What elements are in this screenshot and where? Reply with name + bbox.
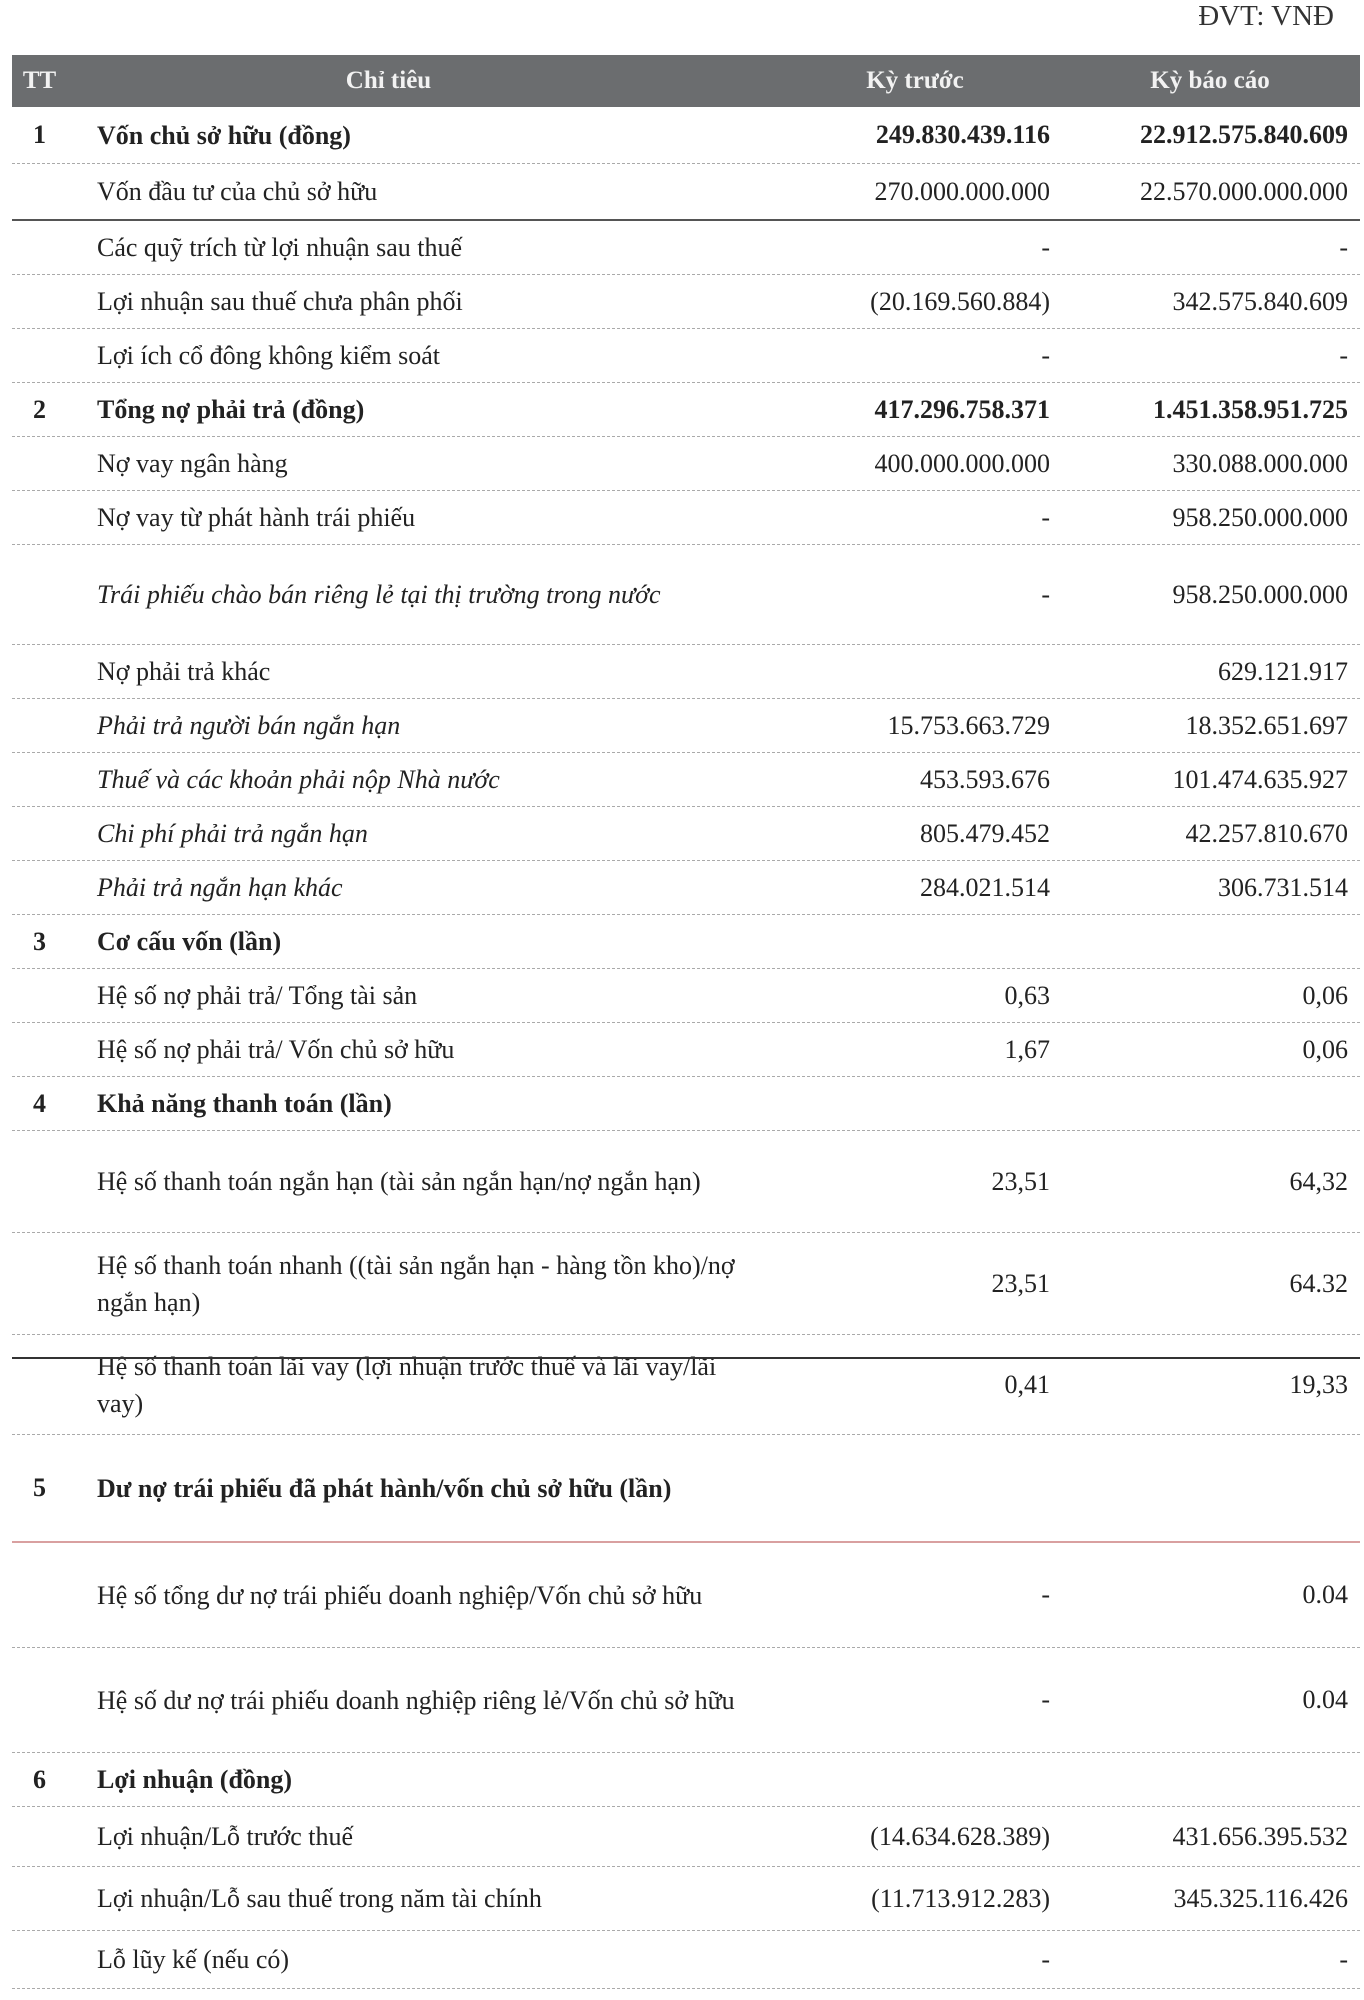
- row-label: Khả năng thanh toán (lần): [97, 1089, 392, 1118]
- row-curr: 431.656.395.532: [1172, 1821, 1348, 1851]
- table-row: [12, 1543, 1360, 1648]
- row-label: Dư nợ trái phiếu đã phát hành/vốn chủ sở hữu (lần): [97, 1473, 672, 1503]
- row-tt: 6: [33, 1764, 46, 1794]
- table-row: [12, 1435, 1360, 1543]
- row-prev: 400.000.000.000: [874, 448, 1050, 478]
- row-label: Trái phiếu chào bán riêng lẻ tại thị trường trong nước: [97, 580, 661, 609]
- row-label: Hệ số thanh toán ngắn hạn (tài sản ngắn hạn/nợ ngắn hạn): [97, 1167, 701, 1196]
- row-label: Lợi nhuận sau thuế chưa phân phối: [97, 287, 463, 316]
- header-tt: TT: [22, 67, 57, 94]
- table-row: [12, 275, 1360, 329]
- row-prev: (20.169.560.884): [870, 286, 1050, 316]
- row-curr: 42.257.810.670: [1185, 818, 1348, 848]
- table-row: [12, 1077, 1360, 1131]
- row-label: Lợi nhuận/Lỗ trước thuế: [97, 1822, 354, 1851]
- row-tt: 2: [33, 394, 46, 424]
- row-curr: 0,06: [1302, 980, 1348, 1010]
- table-row: [12, 645, 1360, 699]
- row-prev: 249.830.439.116: [875, 120, 1050, 149]
- row-prev: 284.021.514: [920, 872, 1050, 902]
- row-label: Các quỹ trích từ lợi nhuận sau thuế: [97, 233, 463, 262]
- row-prev: 23,51: [991, 1268, 1050, 1298]
- row-label: Hệ số dư nợ trái phiếu doanh nghiệp riêng lẻ/Vốn chủ sở hữu: [97, 1685, 735, 1715]
- row-label: Nợ phải trả khác: [97, 657, 271, 686]
- row-curr: -: [1339, 340, 1348, 370]
- table-row: [12, 1931, 1360, 1989]
- unit-label: ĐVT: VNĐ: [1198, 0, 1334, 32]
- row-prev: -: [1041, 502, 1050, 532]
- row-prev: 1,67: [1004, 1034, 1050, 1064]
- row-curr: 0.04: [1302, 1685, 1348, 1714]
- row-label: Hệ số nợ phải trả/ Tổng tài sản: [97, 981, 418, 1010]
- row-prev: -: [1041, 1944, 1050, 1974]
- row-label: Lợi nhuận/Lỗ sau thuế trong năm tài chính: [97, 1884, 542, 1913]
- row-label: Tổng nợ phải trả (đồng): [97, 395, 365, 424]
- table-header: [12, 55, 1360, 107]
- table-row: [12, 1867, 1360, 1931]
- financial-table: [12, 55, 1360, 1989]
- row-curr: 22.912.575.840.609: [1140, 120, 1348, 149]
- header-ky-bao-cao: Kỳ báo cáo: [1150, 67, 1270, 94]
- row-curr: -: [1339, 1944, 1348, 1974]
- table-row: [12, 221, 1360, 275]
- row-prev: -: [1041, 340, 1050, 370]
- table-row: [12, 437, 1360, 491]
- row-prev: 0,63: [1004, 980, 1050, 1010]
- header-chi-tieu: Chỉ tiêu: [345, 67, 432, 94]
- header-ky-truoc: Kỳ trước: [866, 67, 964, 94]
- row-label: Vốn đầu tư của chủ sở hữu: [97, 177, 378, 206]
- row-prev: -: [1041, 1580, 1050, 1609]
- row-curr: 958.250.000.000: [1172, 502, 1348, 532]
- table-row: [12, 699, 1360, 753]
- row-curr: 342.575.840.609: [1172, 286, 1348, 316]
- row-prev: -: [1041, 232, 1050, 262]
- table-row: [12, 1807, 1360, 1867]
- row-prev: 417.296.758.371: [874, 394, 1050, 424]
- row-curr: 0,06: [1302, 1034, 1348, 1064]
- table-row: [12, 491, 1360, 545]
- table-row-struck: [12, 1335, 1360, 1435]
- row-label: Lỗ lũy kế (nếu có): [97, 1945, 290, 1974]
- table-row: [12, 1233, 1360, 1335]
- row-prev: 805.479.452: [920, 818, 1050, 848]
- row-prev: 270.000.000.000: [874, 176, 1050, 206]
- row-label: Lợi ích cổ đông không kiểm soát: [97, 341, 441, 370]
- row-curr: 22.570.000.000.000: [1140, 176, 1348, 206]
- row-curr: 64,32: [1289, 1166, 1348, 1196]
- row-curr: 64.32: [1289, 1268, 1348, 1298]
- row-curr: 0.04: [1302, 1580, 1348, 1609]
- row-prev: -: [1041, 579, 1050, 609]
- row-label: Hệ số thanh toán nhanh ((tài sản ngắn hạn - hàng tồn kho)/nợ ngắn hạn): [97, 1250, 735, 1317]
- row-curr: 306.731.514: [1218, 872, 1348, 902]
- table-row: [12, 1023, 1360, 1077]
- row-prev: (11.713.912.283): [871, 1883, 1050, 1913]
- row-label: Nợ vay từ phát hành trái phiếu: [97, 503, 416, 532]
- table-row: [12, 915, 1360, 969]
- table-row: [12, 753, 1360, 807]
- row-curr: -: [1339, 232, 1348, 262]
- table-row: [12, 1753, 1360, 1807]
- row-curr: 958.250.000.000: [1172, 579, 1348, 609]
- row-tt: 4: [33, 1088, 46, 1118]
- row-label: Thuế và các khoản phải nộp Nhà nước: [97, 765, 500, 794]
- row-label: Chi phí phải trả ngắn hạn: [97, 819, 368, 848]
- row-prev: -: [1041, 1685, 1050, 1714]
- row-tt: 3: [33, 926, 46, 956]
- row-prev: 23,51: [991, 1166, 1050, 1196]
- row-label: Lợi nhuận (đồng): [97, 1765, 293, 1794]
- row-label: Hệ số thanh toán lãi vay (lợi nhuận trước thuế và lãi vay/lãi vay): [97, 1351, 717, 1418]
- row-prev: 15.753.663.729: [887, 710, 1050, 740]
- row-curr: 1.451.358.951.725: [1153, 394, 1348, 424]
- row-label: Phải trả ngắn hạn khác: [97, 873, 343, 902]
- row-tt: 1: [33, 120, 46, 149]
- row-label: Vốn chủ sở hữu (đồng): [97, 120, 351, 150]
- row-curr: 19,33: [1289, 1369, 1348, 1399]
- row-curr: 345.325.116.426: [1173, 1883, 1348, 1913]
- row-prev: 0,41: [1004, 1369, 1050, 1399]
- row-curr: 101.474.635.927: [1172, 764, 1348, 794]
- row-label: Cơ cấu vốn (lần): [97, 927, 282, 956]
- table-row: [12, 164, 1360, 221]
- table-row: [12, 969, 1360, 1023]
- row-label: Phải trả người bán ngắn hạn: [97, 711, 401, 740]
- row-curr: 18.352.651.697: [1185, 710, 1348, 740]
- row-prev: 453.593.676: [920, 764, 1050, 794]
- table-row: [12, 329, 1360, 383]
- table-row: [12, 1648, 1360, 1753]
- table-row: [12, 383, 1360, 437]
- row-prev: (14.634.628.389): [870, 1821, 1050, 1851]
- row-label: Hệ số tổng dư nợ trái phiếu doanh nghiệp/Vốn chủ sở hữu: [97, 1580, 703, 1610]
- row-tt: 5: [33, 1473, 46, 1502]
- row-curr: 330.088.000.000: [1172, 448, 1348, 478]
- table-row: [12, 807, 1360, 861]
- table-row: [12, 107, 1360, 164]
- row-label: Hệ số nợ phải trả/ Vốn chủ sở hữu: [97, 1035, 455, 1064]
- table-row: [12, 545, 1360, 645]
- table-row: [12, 861, 1360, 915]
- row-curr: 629.121.917: [1218, 656, 1348, 686]
- row-label: Nợ vay ngân hàng: [97, 449, 288, 478]
- table-row: [12, 1131, 1360, 1233]
